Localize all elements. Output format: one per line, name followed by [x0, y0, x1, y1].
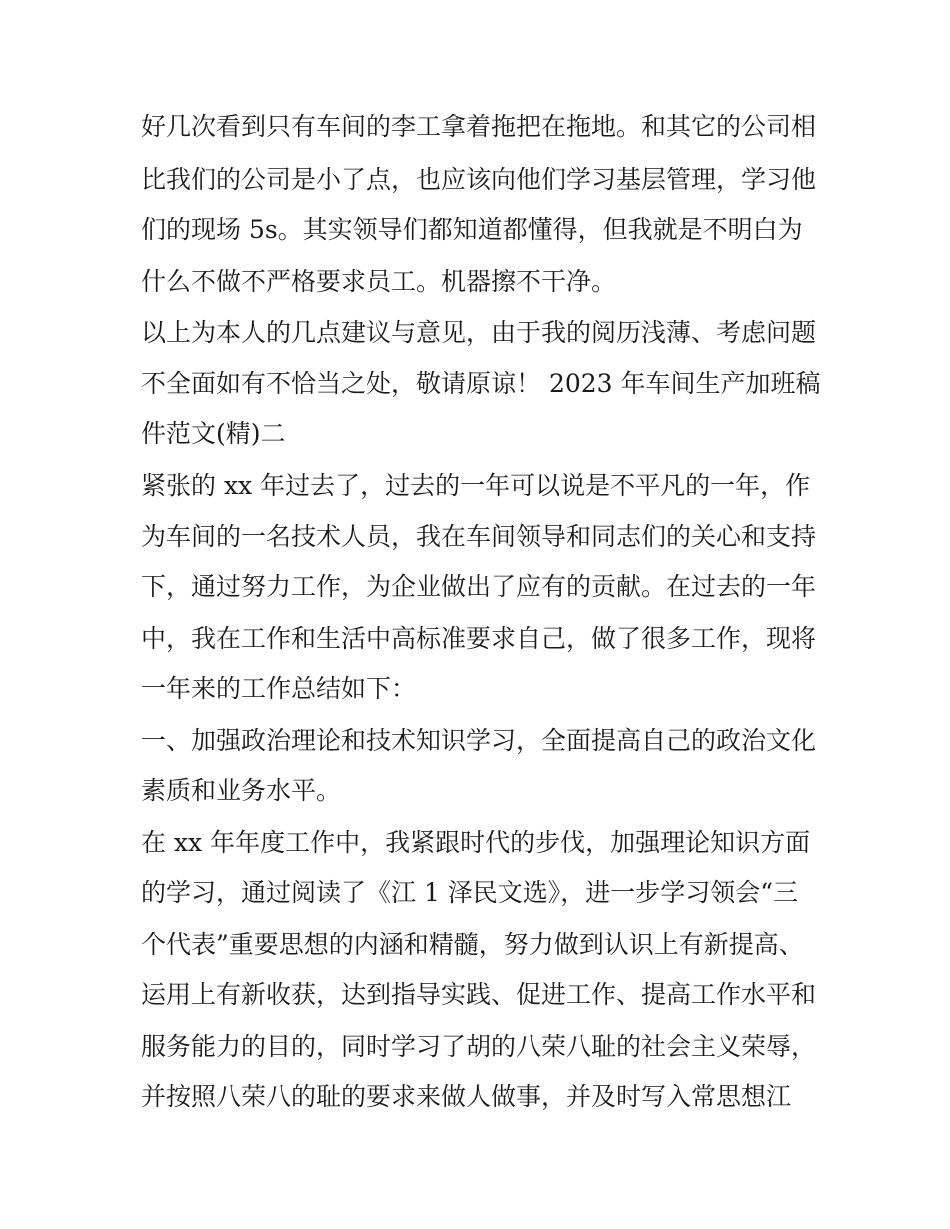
text-line: 一、加强政治理论和技术知识学习，全面提高自己的政治文化 — [141, 726, 817, 755]
text-line: 中，我在工作和生活中高标准要求自己，做了很多工作，现将 — [141, 624, 817, 653]
text-line: 什么不做不严格要求员工。机器擦不干净。 — [141, 267, 617, 296]
text-line: 运用上有新收获，达到指导实践、促进工作、提高工作水平和 — [141, 980, 817, 1009]
text-line: 紧张的 xx 年过去了，过去的一年可以说是不平凡的一年，作 — [141, 471, 811, 500]
text-line: 个代表”重要思想的内涵和精髓，努力做到认识上有新提高、 — [141, 930, 804, 959]
text-line: 的学习，通过阅读了《江 1 泽民文选》，进一步学习领会“三 — [141, 878, 799, 907]
text-line: 在 xx 年年度工作中，我紧跟时代的步伐，加强理论知识方面 — [141, 828, 811, 857]
text-line: 为车间的一名技术人员，我在车间领导和同志们的关心和支持 — [141, 522, 817, 551]
text-line: 一年来的工作总结如下： — [141, 674, 417, 703]
text-line: 们的现场 5s。其实领导们都知道都懂得，但我就是不明白为 — [141, 215, 803, 244]
text-line: 比我们的公司是小了点，也应该向他们学习基层管理，学习他 — [141, 165, 817, 194]
text-line: 件范文(精)二 — [141, 419, 286, 448]
text-line: 好几次看到只有车间的李工拿着拖把在拖地。和其它的公司相 — [141, 112, 817, 141]
text-line: 下，通过努力工作，为企业做出了应有的贡献。在过去的一年 — [141, 572, 817, 601]
text-line: 并按照八荣八的耻的要求来做人做事，并及时写入常思想江 — [141, 1082, 792, 1111]
text-line: 服务能力的目的，同时学习了胡的八荣八耻的社会主义荣辱， — [141, 1032, 817, 1061]
text-line: 以上为本人的几点建议与意见，由于我的阅历浅薄、考虑问题 — [141, 318, 817, 347]
text-line: 素质和业务水平。 — [141, 776, 342, 805]
text-line: 不全面如有不恰当之处，敬请原谅！ 2023 年车间生产加班稿 — [141, 369, 821, 398]
